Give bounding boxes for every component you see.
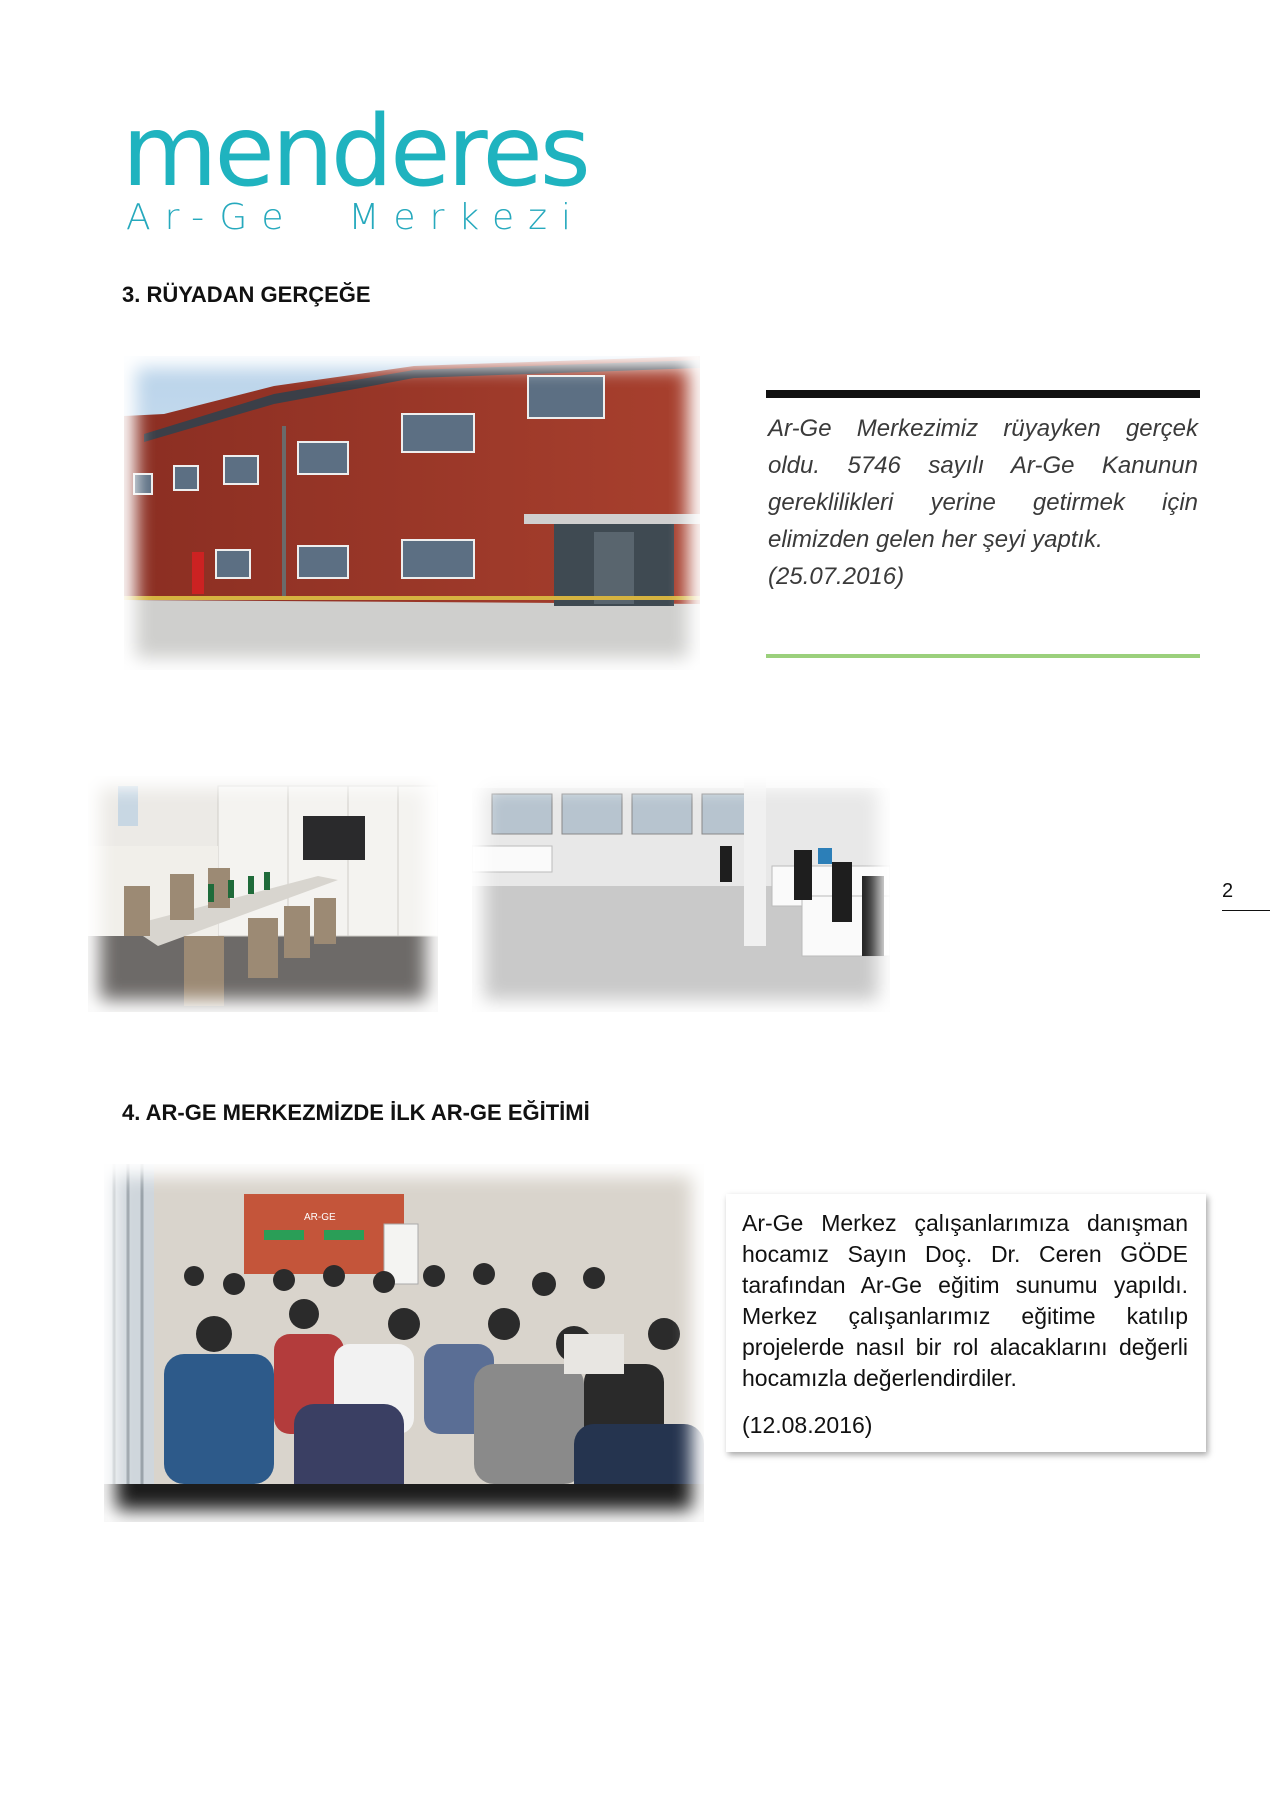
quote-line: gereklilikleri yerine getirmek için <box>768 489 1198 516</box>
logo-subtitle: Ar-Ge Merkezi <box>126 197 585 238</box>
quote-date: (25.07.2016) <box>768 563 905 590</box>
card-line: Ar-Ge Merkez çalışanlarımıza danışman <box>742 1210 1188 1236</box>
training-info-card <box>726 1194 1206 1452</box>
logo-wordmark: menderes <box>122 95 588 209</box>
training-photo <box>104 1164 704 1522</box>
building-photo <box>124 356 700 670</box>
quote-line: Ar-Ge Merkezimiz rüyayken gerçek <box>768 415 1198 442</box>
meeting-room-photo <box>88 776 438 1012</box>
card-line: Merkez çalışanlarımız eğitime katılıp <box>742 1303 1188 1329</box>
page-number-rule <box>1222 910 1270 911</box>
training-date: (12.08.2016) <box>742 1412 873 1438</box>
card-line: hocamızla değerlendirdiler. <box>742 1365 1017 1391</box>
quote-line: oldu. 5746 sayılı Ar-Ge Kanunun <box>768 452 1198 479</box>
quote-top-rule <box>766 390 1200 398</box>
card-line: projelerde nasıl bir rol alacaklarını değerli <box>742 1334 1188 1360</box>
slide-title: AR-GE <box>304 1212 336 1223</box>
quote-line: elimizden gelen her şeyi yaptık. <box>768 526 1103 553</box>
quote-text <box>768 410 1198 595</box>
section-3-heading: 3. RÜYADAN GERÇEĞE <box>122 282 371 307</box>
office-photo <box>472 776 890 1012</box>
card-line: tarafından Ar-Ge eğitim sunumu yapıldı. <box>742 1272 1188 1298</box>
card-line: hocamız Sayın Doç. Dr. Ceren GÖDE <box>742 1241 1188 1267</box>
page-number: 2 <box>1222 880 1234 902</box>
training-description <box>742 1208 1188 1394</box>
quote-bottom-rule <box>766 654 1200 658</box>
section-4-heading: 4. AR-GE MERKEZMİZDE İLK AR-GE EĞİTİMİ <box>122 1100 590 1125</box>
menderes-logo <box>118 95 588 250</box>
